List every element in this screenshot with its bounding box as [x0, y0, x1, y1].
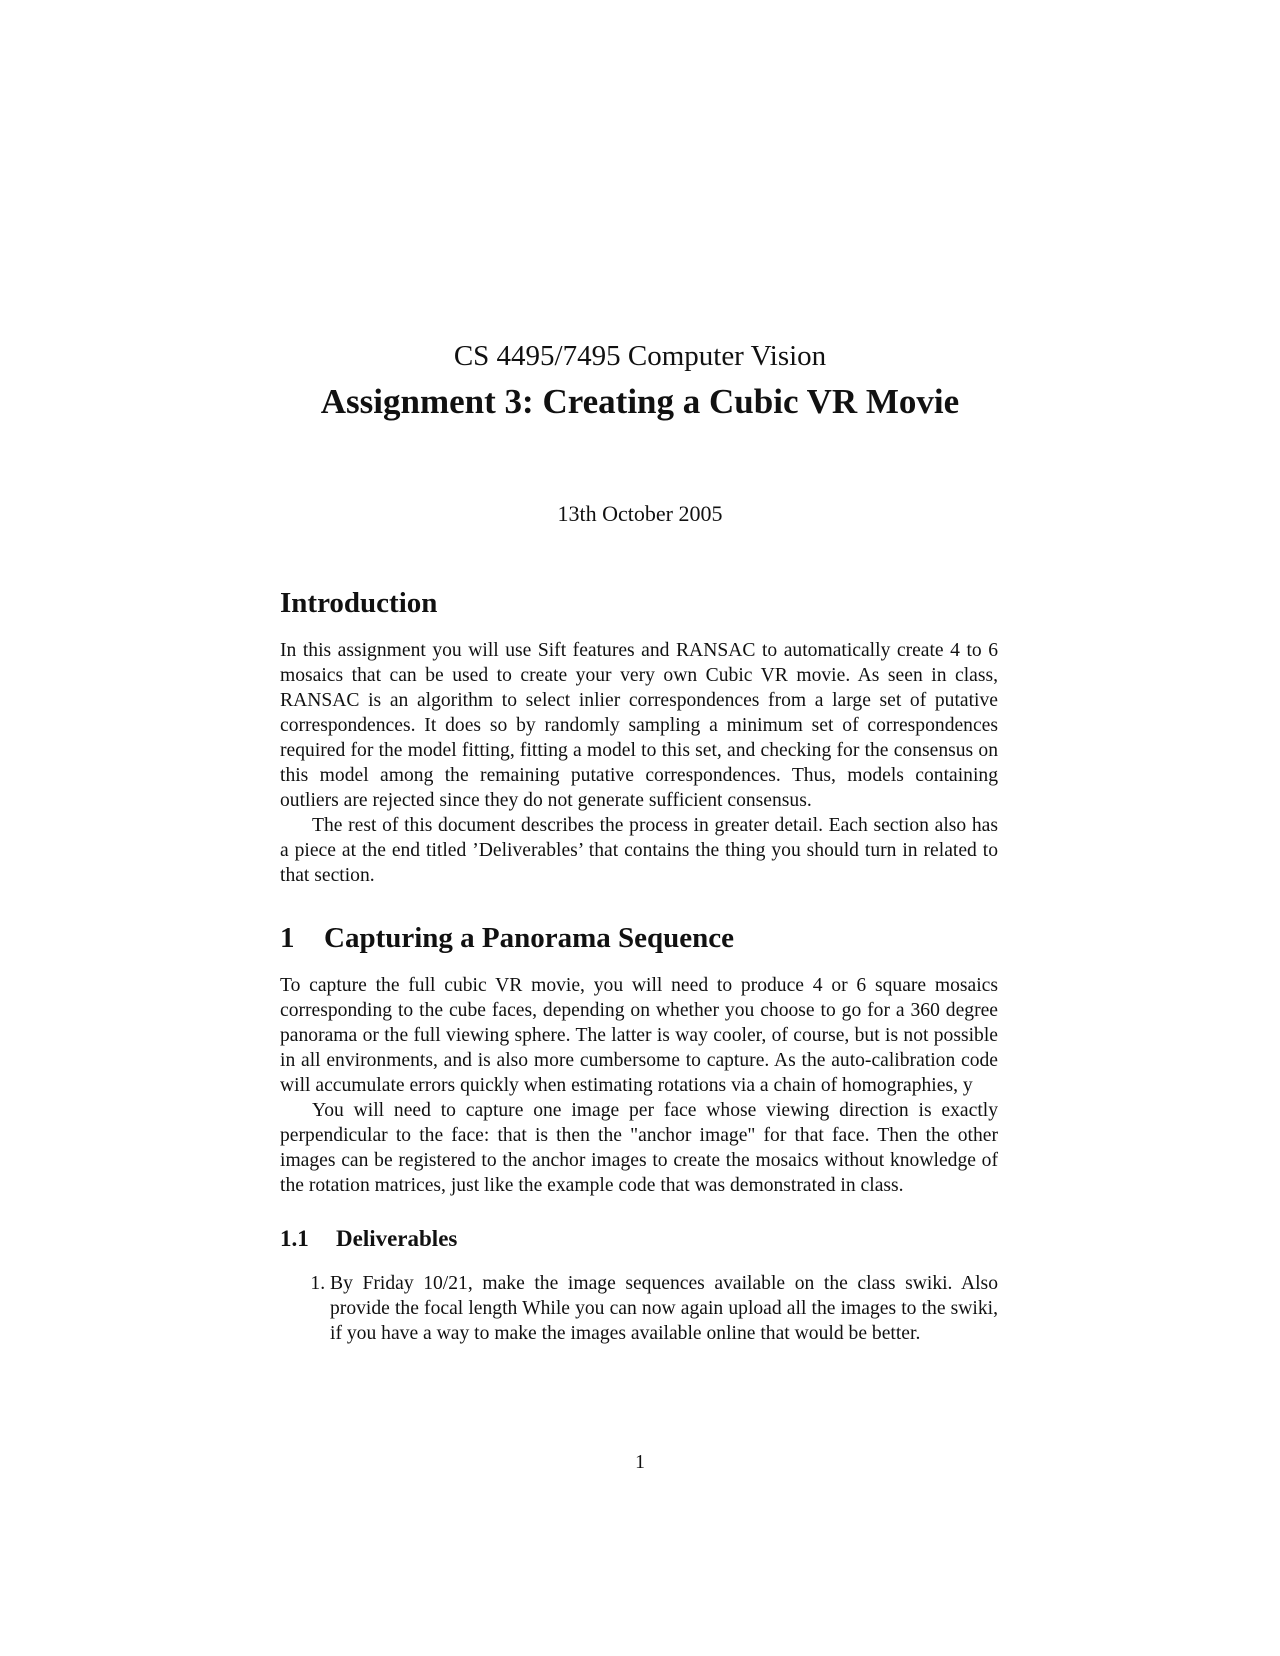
section-1-heading: [280, 920, 998, 956]
section-1-number: 1: [280, 922, 295, 954]
course-name: CS 4495/7495 Computer Vision: [453, 340, 827, 372]
subsection-1-1-title: Deliverables: [336, 1226, 458, 1251]
section-1-paragraph-2: You will need to capture one image per face whose viewing direction is exactly perpendicular to the face: that is then the "anchor image" for that face. Then the other images can be registered to the anchor images to create the mosaics without knowledge of the rotation matrices, just like the example code that was demonstrated in class.: [280, 1100, 998, 1196]
subsection-1-1-heading: [280, 1224, 998, 1254]
section-1-title: Capturing a Panorama Sequence: [324, 922, 735, 954]
section-1-paragraph-1: To capture the full cubic VR movie, you will need to produce 4 or 6 square mosaics corresponding to the cube faces, depending on whether you choose to go for a 360 degree panorama or the full viewing sphere. The latter is way cooler, of course, but is not possible in all environments, and is also more cumbersome to capture. As the auto-calibration code will accumulate errors quickly when estimating rotations via a chain of homographies, y: [280, 975, 998, 1096]
subsection-1-1-number: 1.1: [280, 1226, 309, 1251]
assignment-title: Assignment 3: Creating a Cubic VR Movie: [320, 382, 960, 421]
document-date: 13th October 2005: [557, 501, 723, 526]
intro-paragraph-1: In this assignment you will use Sift features and RANSAC to automatically create 4 to 6 mosaics that can be used to create your very own Cubic VR movie. As seen in class, RANSAC is an algorithm to select inlier correspondences from a large set of putative correspondences. It does so by randomly sampling a minimum set of correspondences required for the model fitting, fitting a model to this set, and checking for the consensus on this model among the remaining putative correspondences. Thus, models containing outliers are rejected since they do not generate sufficient consensus.: [280, 640, 998, 811]
intro-paragraph-2: The rest of this document describes the process in greater detail. Each section also has a piece at the end titled ’Deliverables’ that contains the thing you should turn in related to that section.: [280, 815, 998, 886]
deliverable-item: 1. By Friday 10/21, make the image sequences available on the class swiki. Also provide the focal length While you can now again upload all the images to the swiki, if you have a way to make the images available online that would be better.: [330, 1271, 998, 1346]
page-number: 1: [635, 1452, 645, 1473]
introduction-heading: Introduction: [280, 587, 438, 619]
deliverables-list: [280, 1271, 998, 1346]
document-body: [280, 585, 998, 1346]
